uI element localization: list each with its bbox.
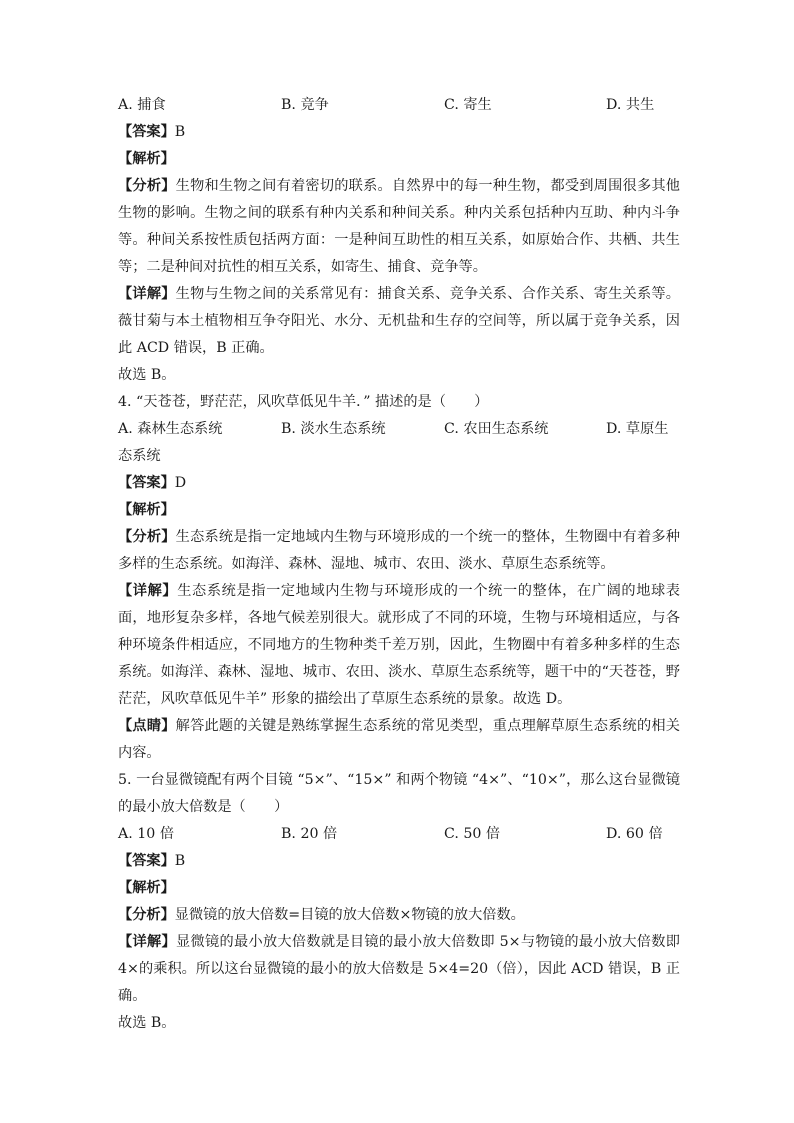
q4-dianjing-text: 解答此题的关键是熟练掌握生态系统的常见类型，重点理解草原生态系统的相关内容。 (118, 718, 680, 761)
q4-option-a: A. 森林生态系统 (118, 421, 223, 437)
q5-analysis-label: 【解析】 (118, 880, 175, 896)
q3-option-c: C. 寄生 (444, 97, 492, 113)
q4-analysis-label: 【解析】 (118, 502, 175, 518)
q3-analysis-label: 【解析】 (118, 151, 175, 167)
q4-option-b: B. 淡水生态系统 (281, 421, 386, 437)
q3-option-a: A. 捕食 (118, 97, 166, 113)
q5-fenxi-tag: 【分析】 (118, 907, 175, 923)
q4-fenxi-text: 生态系统是指一定地域内生物与环境形成的一个统一的整体，生物圈中有着多种多样的生态系统。如海洋、森林、湿地、城市、农田、淡水、草原生态系统等。 (118, 529, 680, 572)
q4-xiangjie-text: 生态系统是指一定地域内生物与环境形成的一个统一的整体，在广阔的地球表面，地形复杂多样，各地气候差别很大。就形成了不同的环境，生物与环境相适应，与各种环境条件相适应，不同地方的生物种类千差万别，因此，生物圈中有着多种多样的生态系统。如海洋、森林、湿地、城市、农田、淡水、草原生态系统等，题干中的“天苍苍，野茫茫，风吹草低见牛羊” 形象的描绘出了草原生态系统的景象。故选 D。 (118, 583, 680, 707)
q5-xiangjie-tag: 【详解】 (118, 934, 176, 950)
q5-conclusion: 故选 B。 (118, 1015, 176, 1031)
q4-option-c: C. 农田生态系统 (444, 421, 549, 437)
q5-answer-tag: 【答案】 (118, 853, 175, 869)
q5-answer (118, 848, 680, 875)
q4-answer-value: D (174, 475, 187, 491)
q5-option-b: B. 20 倍 (281, 826, 338, 842)
q3-option-b: B. 竞争 (281, 97, 329, 113)
q4-fenxi (118, 524, 680, 578)
q5-options (118, 821, 680, 848)
q3-xiangjie (118, 281, 680, 362)
q5-stem: 5. 一台显微镜配有两个目镜 “5×”、“15×” 和两个物镜 “4×”、“10×”，那么这台显微镜的最小放大倍数是（ ） (118, 772, 680, 815)
document-page (118, 92, 680, 1037)
q5-option-a: A. 10 倍 (118, 826, 175, 842)
q4-fenxi-tag: 【分析】 (118, 529, 176, 545)
q3-xiangjie-text: 生物与生物之间的关系常见有：捕食关系、竞争关系、合作关系、寄生关系等。薇甘菊与本土植物相互争夺阳光、水分、无机盐和生存的空间等，所以属于竞争关系，因此 ACD 错误，B 正确。 (118, 286, 680, 356)
q3-fenxi (118, 173, 680, 281)
q3-conclusion: 故选 B。 (118, 367, 176, 383)
q4-options (118, 416, 680, 443)
q3-answer-value: B (174, 124, 186, 140)
q4-answer (118, 470, 680, 497)
q3-options (118, 92, 680, 119)
q4-option-d: D. 草原生 (606, 421, 669, 437)
q5-fenxi (118, 902, 680, 929)
q3-answer-tag: 【答案】 (118, 124, 175, 140)
q5-option-c: C. 50 倍 (444, 826, 501, 842)
q3-fenxi-tag: 【分析】 (118, 178, 176, 194)
q4-xiangjie-tag: 【详解】 (118, 583, 178, 599)
q3-answer (118, 119, 680, 146)
q5-answer-value: B (174, 853, 186, 869)
q3-xiangjie-tag: 【详解】 (118, 286, 176, 302)
q5-fenxi-text: 显微镜的放大倍数=目镜的放大倍数×物镜的放大倍数。 (174, 907, 525, 923)
q5-option-d: D. 60 倍 (606, 826, 663, 842)
q5-xiangjie-text: 显微镜的最小放大倍数就是目镜的最小放大倍数即 5×与物镜的最小放大倍数即4×的乘积。所以这台显微镜的最小的放大倍数是 5×4=20（倍），因此 ACD 错误，B 正确。 (118, 934, 680, 1004)
q4-stem: 4. “天苍苍，野茫茫，风吹草低见牛羊．” 描述的是（ ） (118, 394, 489, 410)
q5-xiangjie (118, 929, 680, 1010)
q3-fenxi-text: 生物和生物之间有着密切的联系。自然界中的每一种生物，都受到周围很多其他生物的影响。生物之间的联系有种内关系和种间关系。种内关系包括种内互助、种内斗争等。种间关系按性质包括两方面：一是种间互助性的相互关系，如原始合作、共栖、共生等；二是种间对抗性的相互关系，如寄生、捕食、竞争等。 (118, 178, 680, 275)
q4-xiangjie (118, 578, 680, 713)
q4-dianjing (118, 713, 680, 767)
q4-option-d-continued: 态系统 (118, 448, 161, 464)
q3-option-d: D. 共生 (606, 97, 655, 113)
q4-answer-tag: 【答案】 (118, 475, 175, 491)
q4-dianjing-tag: 【点睛】 (118, 718, 176, 734)
